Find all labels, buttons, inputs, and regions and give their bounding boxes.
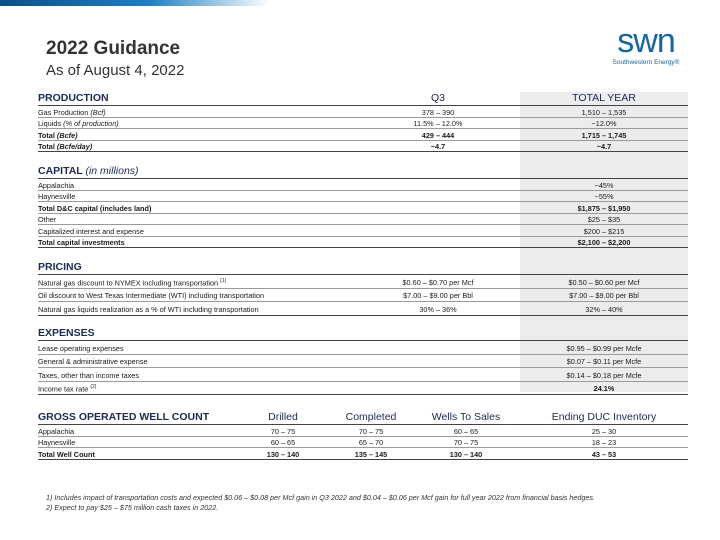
- production-header: [38, 93, 688, 106]
- total-year-value: ~4.7: [596, 142, 612, 151]
- table-row: [38, 225, 688, 237]
- total-year-value: $0.50 – $0.60 per Mcf: [568, 277, 640, 287]
- ending-duc-value: 43 – 53: [591, 449, 617, 459]
- total-year-value: $0.14 – $0.18 per Mcfe: [566, 370, 642, 380]
- pricing-heading: PRICING: [38, 261, 82, 273]
- wells-to-sales-value: 130 – 140: [449, 449, 483, 459]
- table-row: [38, 129, 688, 141]
- row-label: Gas Production: [38, 107, 89, 117]
- total-year-value: ~12.0%: [591, 119, 617, 128]
- row-label: Total: [38, 130, 55, 140]
- expenses-header: [38, 328, 688, 341]
- completed-value: 135 – 145: [354, 449, 388, 459]
- production-heading: PRODUCTION: [38, 92, 109, 104]
- capital-section: [38, 166, 688, 248]
- row-label: General & administrative expense: [38, 357, 148, 366]
- pricing-section: [38, 262, 688, 316]
- production-section: [38, 93, 688, 152]
- row-label: Natural gas discount to NYMEX including transportation: [38, 277, 219, 287]
- well-count-heading: GROSS OPERATED WELL COUNT: [38, 411, 210, 423]
- well-count-header: [38, 412, 688, 425]
- table-row: [38, 341, 688, 355]
- completed-value: 65 – 70: [358, 438, 384, 447]
- table-row: [38, 289, 688, 303]
- total-year-value: $7.00 – $9.00 per Bbl: [569, 291, 639, 300]
- capital-heading-unit: (in millions): [85, 165, 139, 177]
- table-row: [38, 302, 688, 316]
- total-year-value: $200 – $215: [583, 226, 625, 236]
- table-row: [38, 179, 688, 191]
- table-row: [38, 191, 688, 203]
- total-year-value: $1,875 – $1,950: [577, 203, 631, 213]
- footnote-ref: (1): [220, 277, 227, 284]
- row-label: Total capital investments: [38, 238, 125, 247]
- page-subtitle: As of August 4, 2022: [46, 62, 185, 79]
- table-row: [38, 437, 688, 449]
- ending-duc-value: 18 – 23: [591, 438, 617, 447]
- pricing-header: [38, 262, 688, 275]
- row-label: Natural gas liquids realization as a % of WTI including transportation: [38, 304, 259, 314]
- table-row: [38, 202, 688, 214]
- footnotes: [46, 493, 595, 513]
- q3-value: $0.60 – $0.70 per Mcf: [402, 277, 474, 287]
- row-label: Appalachia: [38, 426, 75, 436]
- company-logo: [596, 24, 696, 66]
- row-label: Oil discount to West Texas Intermediate (WTI) including transportation: [38, 291, 265, 300]
- row-label: Other: [38, 215, 57, 224]
- drilled-value: 130 – 140: [266, 449, 300, 459]
- q3-value: 378 – 390: [421, 107, 455, 117]
- total-year-column-header: TOTAL YEAR: [572, 92, 636, 104]
- expenses-section: [38, 328, 688, 395]
- table-row: [38, 118, 688, 130]
- table-row: [38, 448, 688, 460]
- q3-value: $7.00 – $9.00 per Bbl: [403, 291, 473, 300]
- row-unit: (Bcf): [90, 107, 106, 117]
- ending-duc-value: 25 – 30: [591, 426, 617, 436]
- row-label: Total: [38, 142, 55, 151]
- logo-mark: swn: [617, 22, 675, 60]
- ending-duc-column-header: Ending DUC Inventory: [551, 411, 657, 423]
- total-year-value: 24.1%: [593, 384, 615, 393]
- row-label: Capitalized interest and expense: [38, 226, 144, 236]
- expenses-heading: EXPENSES: [38, 327, 95, 339]
- total-year-value: 1,510 – 1,535: [581, 107, 627, 117]
- page-title: 2022 Guidance: [46, 38, 181, 59]
- table-row: [38, 214, 688, 226]
- drilled-value: 70 – 75: [270, 426, 296, 436]
- row-label: Taxes, other than income taxes: [38, 370, 139, 380]
- row-label: Haynesville: [38, 438, 76, 447]
- total-year-value: $0.95 – $0.99 per Mcfe: [566, 343, 642, 353]
- q3-column-header: Q3: [430, 92, 445, 104]
- row-label: Haynesville: [38, 192, 76, 201]
- total-year-value: ~45%: [594, 180, 614, 190]
- wells-to-sales-column-header: Wells To Sales: [431, 411, 501, 423]
- row-unit: (Bcfe/day): [56, 142, 93, 151]
- logo-tagline: Southwestern Energy®: [612, 59, 680, 66]
- drilled-value: 60 – 65: [270, 438, 296, 447]
- row-label: Total D&C capital (includes land): [38, 203, 152, 213]
- completed-column-header: Completed: [345, 411, 397, 423]
- row-label: Income tax rate: [38, 384, 89, 394]
- row-unit: (% of production): [63, 119, 119, 128]
- drilled-column-header: Drilled: [268, 411, 298, 423]
- q3-value: 429 – 444: [421, 130, 455, 140]
- q3-value: 30% – 36%: [419, 304, 457, 314]
- table-row: [38, 368, 688, 382]
- row-label: Appalachia: [38, 180, 75, 190]
- row-label: Total Well Count: [38, 449, 95, 459]
- row-unit: (Bcfe): [56, 130, 78, 140]
- total-year-value: $25 – $35: [587, 215, 621, 224]
- wells-to-sales-value: 70 – 75: [453, 438, 479, 447]
- table-row: [38, 106, 688, 118]
- total-year-value: ~55%: [594, 192, 614, 201]
- completed-value: 70 – 75: [358, 426, 384, 436]
- table-row: [38, 237, 688, 249]
- q3-value: 11.5% – 12.0%: [413, 119, 463, 128]
- table-row: [38, 425, 688, 437]
- footnote-2: 2) Expect to pay $25 – $75 million cash taxes in 2022.: [46, 503, 219, 512]
- row-label: Lease operating expenses: [38, 343, 124, 353]
- well-count-section: [38, 412, 688, 460]
- table-row: [38, 275, 688, 289]
- capital-heading: CAPITAL: [38, 165, 83, 177]
- table-row: [38, 355, 688, 369]
- table-row: [38, 141, 688, 153]
- footnote-ref: (2): [90, 384, 97, 390]
- row-label: Liquids: [38, 119, 62, 128]
- footnote-1: 1) Includes impact of transportation costs and expected $0.06 – $0.08 per Mcf gain in Q3 2022 and $0.04 – $0.06 per Mcf gain for full year 2022 from financial basis hedges.: [46, 493, 595, 502]
- capital-header: [38, 166, 688, 179]
- header-accent-bar: [0, 0, 270, 6]
- table-row: [38, 382, 688, 396]
- total-year-value: 32% – 40%: [585, 304, 623, 314]
- q3-value: ~4.7: [430, 142, 446, 151]
- total-year-value: $2,100 – $2,200: [577, 238, 631, 247]
- total-year-value: 1,715 – 1,745: [581, 130, 627, 140]
- wells-to-sales-value: 60 – 65: [453, 426, 479, 436]
- total-year-value: $0.07 – $0.11 per Mcfe: [566, 357, 642, 366]
